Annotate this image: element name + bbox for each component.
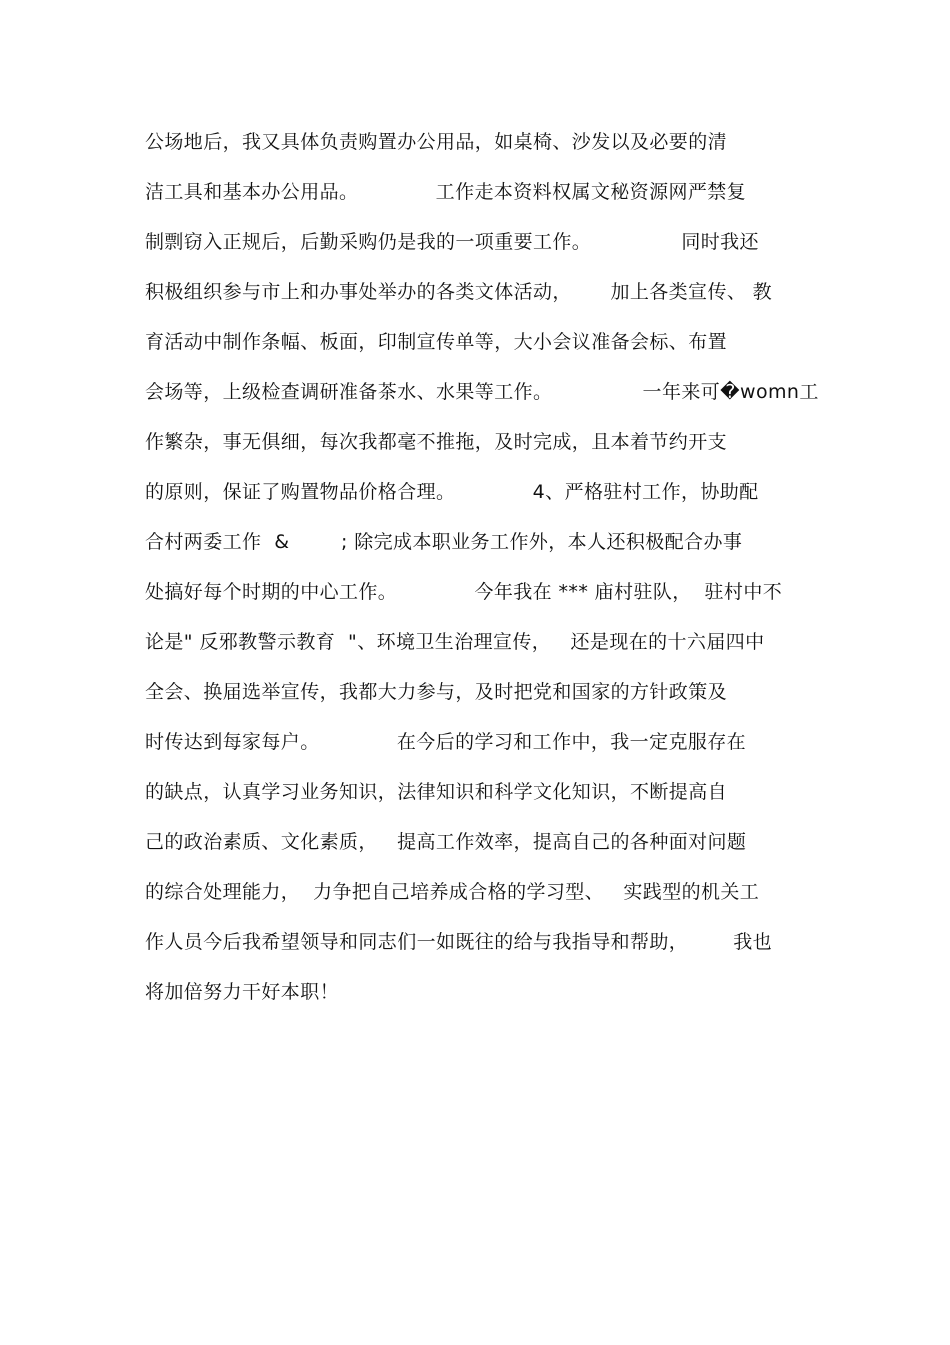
text-line: 制剽窃入正规后，后勤采购仍是我的一项重要工作。 同时我还 (145, 231, 759, 253)
text-line: 的综合处理能力， 力争把自己培养成合格的学习型、 实践型的机关工 (145, 881, 760, 903)
text-line: 全会、换届选举宣传，我都大力参与，及时把党和国家的方针政策及 (145, 681, 728, 703)
text-line: 积极组织参与市上和办事处举办的各类文体活动， 加上各类宣传、 教 (145, 281, 773, 303)
text-line: 作繁杂，事无俱细，每次我都毫不推拖，及时完成，且本着节约开支 (145, 431, 728, 453)
text-line: 合村两委工作 & ; 除完成本职业务工作外，本人还积极配合办事 (145, 531, 743, 553)
text-line: 论是" 反邪教警示教育 "、环境卫生治理宣传， 还是现在的十六届四中 (145, 631, 765, 653)
text-line: 时传达到每家每户。 在今后的学习和工作中，我一定克服存在 (145, 731, 747, 753)
text-line: 将加倍努力干好本职！ (145, 981, 340, 1003)
text-line: 作人员今后我希望领导和同志们一如既往的给与我指导和帮助， 我也 (145, 931, 773, 953)
text-line: 处搞好每个时期的中心工作。 今年我在 *** 庙村驻队， 驻村中不 (145, 581, 783, 603)
text-line: 洁工具和基本办公用品。 工作走本资料权属文秘资源网严禁复 (145, 181, 747, 203)
text-line: 会场等，上级检查调研准备茶水、水果等工作。 一年来可�womn工 (145, 381, 819, 403)
text-line: 育活动中制作条幅、板面，印制宣传单等，大小会议准备会标、布置 (145, 331, 728, 353)
text-line: 公场地后，我又具体负责购置办公用品，如桌椅、沙发以及必要的清 (145, 131, 728, 153)
text-line: 己的政治素质、文化素质， 提高工作效率，提高自己的各种面对问题 (145, 831, 747, 853)
text-line: 的原则，保证了购置物品价格合理。 4、严格驻村工作，协助配 (145, 481, 759, 503)
text-line: 的缺点，认真学习业务知识，法律知识和科学文化知识，不断提高自 (145, 781, 728, 803)
